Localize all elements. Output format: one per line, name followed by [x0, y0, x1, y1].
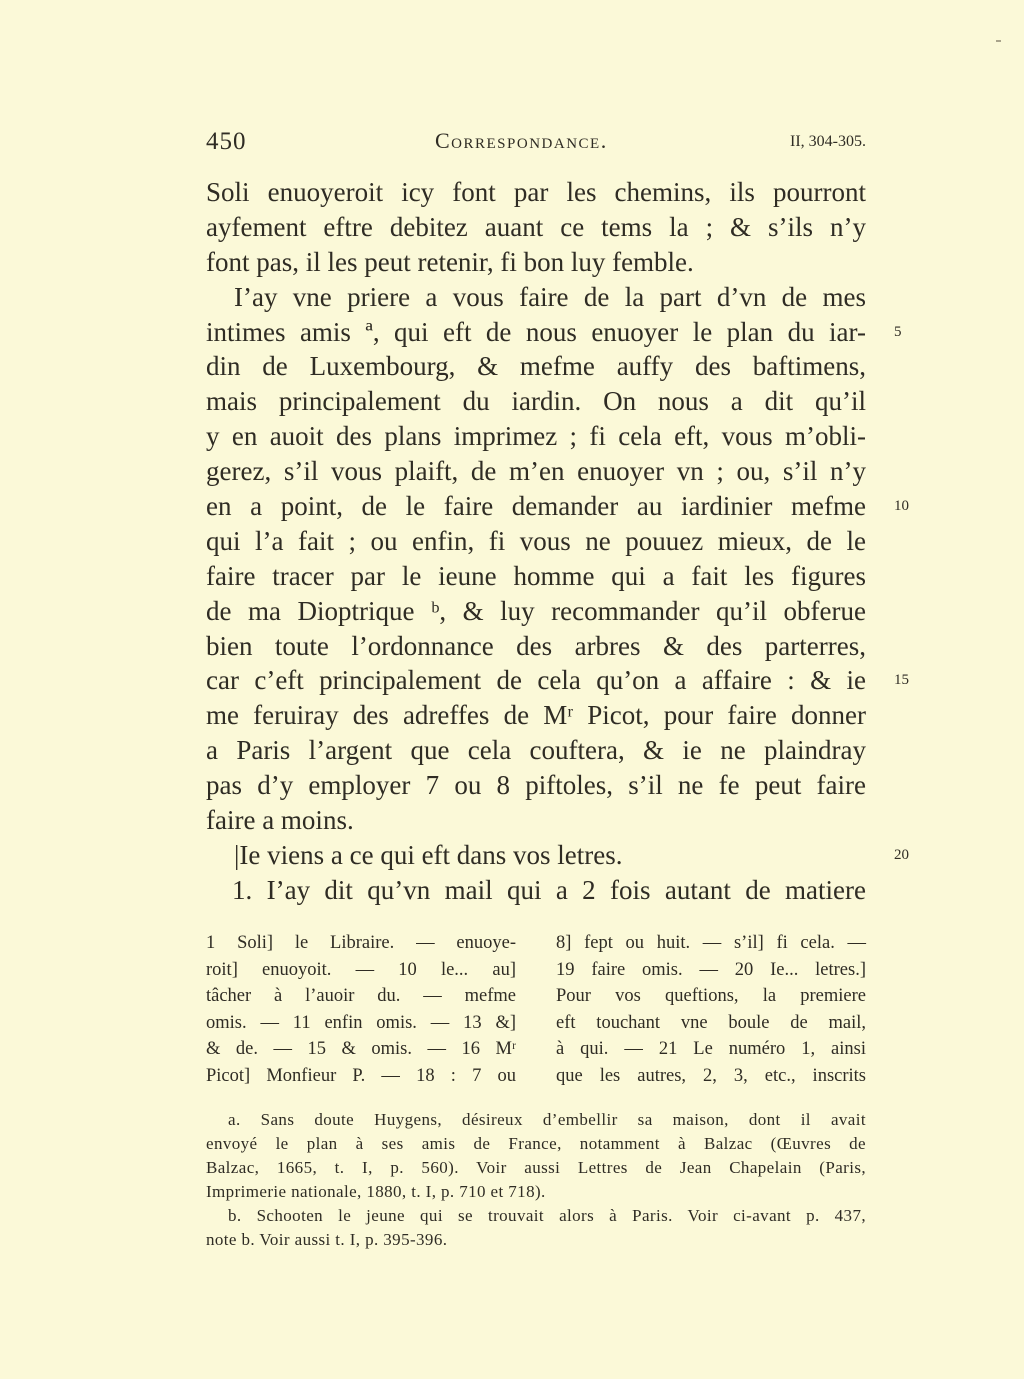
text-line [206, 733, 866, 768]
footnote-line: envoyé le plan à ses amis de France, notamment à Balzac (Œuvres de [206, 1134, 866, 1153]
footnote-line: note b. Voir aussi t. I, p. 395-396. [206, 1230, 448, 1249]
variant-line: Pour vos queftions, la premiere [556, 986, 866, 1006]
variant-line: eft touchant vne boule de mail, [556, 1012, 866, 1033]
line-text: qui l’a fait ; ou enfin, fi vous ne pouuez mieux, de le [206, 525, 866, 556]
text-line [206, 349, 866, 384]
line-text: |Ie viens a ce qui eft dans vos letres. [234, 839, 623, 870]
page-number: 450 [206, 128, 247, 155]
line-number: 5 [894, 323, 902, 340]
text-line [206, 489, 909, 524]
variant-line: omis. — 11 enfin omis. — 13 &] [206, 1012, 516, 1033]
line-text: font pas, il les peut retenir, fi bon luy femble. [206, 246, 694, 277]
running-title: Correspondance. [435, 128, 608, 153]
line-text: de ma Dioptrique ᵇ, & luy recommander qu’il obferue [206, 595, 866, 626]
edition-reference: II, 304-305. [790, 133, 866, 150]
line-text: bien toute l’ordonnance des arbres & des parterres, [206, 630, 866, 661]
line-number: 20 [894, 846, 909, 863]
variant-line: Picot] Monfieur P. — 18 : 7 ou [206, 1065, 516, 1086]
line-text: me feruiray des adreffes de Mʳ Picot, pour faire donner [206, 700, 866, 731]
text-line [206, 594, 866, 629]
line-text: intimes amis ª, qui eft de nous enuoyer le plan du iar- [206, 316, 866, 347]
line-text: car c’eft principalement de cela qu’on a affaire : & ie [206, 665, 866, 696]
line-text: din de Luxembourg, & mefme auffy des baftimens, [206, 351, 866, 382]
text-line [206, 384, 866, 419]
line-text: pas d’y employer 7 ou 8 piftoles, s’il ne fe peut faire [206, 770, 866, 801]
variant-line: & de. — 15 & omis. — 16 Mʳ [206, 1039, 516, 1059]
text-line [206, 210, 866, 245]
variant-line: à qui. — 21 Le numéro 1, ainsi [556, 1039, 866, 1059]
line-number: 15 [894, 672, 909, 689]
letter-text [206, 175, 909, 908]
variant-readings [206, 930, 866, 1089]
text-line [206, 873, 866, 908]
line-number: 10 [894, 498, 909, 515]
line-text: Soli enuoyeroit icy font par les chemins, ils pourront [206, 177, 866, 207]
line-text: ayfement eftre debitez auant ce tems la ; & s’ils n’y [206, 211, 866, 242]
text-line [206, 280, 866, 315]
line-text: 1. I’ay dit qu’vn mail qui a 2 fois autant de matiere [232, 874, 866, 905]
line-text: a Paris l’argent que cela couftera, & ie ne plaindray [206, 735, 866, 766]
scan-speck [996, 40, 1001, 42]
text-line [206, 803, 866, 838]
text-line [206, 768, 866, 803]
text-line [206, 629, 866, 664]
variant-line: 19 faire omis. — 20 Ie... letres.] [556, 959, 866, 980]
variant-line: que les autres, 2, 3, etc., inscrits [556, 1065, 866, 1086]
variant-line: 8] fept ou huit. — s’il] fi cela. — [556, 933, 866, 953]
variant-line: tâcher à l’auoir du. — mefme [206, 986, 516, 1006]
footnotes [206, 1108, 866, 1252]
line-text: I’ay vne priere a vous faire de la part d’vn de mes [234, 281, 866, 312]
footnote-line: a. Sans doute Huygens, désireux d’embellir sa maison, dont il avait [228, 1110, 866, 1129]
line-text: gerez, s’il vous plaift, de m’en enuoyer vn ; ou, s’il n’y [206, 456, 866, 487]
variant-line: roit] enuoyoit. — 10 le... au] [206, 959, 516, 980]
text-line [206, 175, 866, 210]
page-header [206, 128, 866, 160]
text-line [206, 524, 866, 559]
line-text: y en auoit des plans imprimez ; fi cela eft, vous m’obli- [206, 421, 866, 452]
line-text: mais principalement du iardin. On nous a dit qu’il [206, 386, 866, 417]
text-line [206, 663, 909, 698]
variants-right-column [556, 930, 866, 1089]
variants-left-column [206, 930, 516, 1089]
text-line [206, 838, 909, 873]
text-line [206, 419, 866, 454]
line-text: faire tracer par le ieune homme qui a fait les figures [206, 560, 866, 591]
footnote-line: Imprimerie nationale, 1880, t. I, p. 710 et 718). [206, 1182, 546, 1201]
text-line [206, 245, 866, 280]
text-line [206, 454, 866, 489]
footnote-line: b. Schooten le jeune qui se trouvait alors à Paris. Voir ci-avant p. 437, [228, 1206, 866, 1225]
text-line [206, 315, 902, 350]
line-text: faire a moins. [206, 805, 354, 836]
text-line [206, 559, 866, 594]
text-line [206, 698, 866, 733]
variant-line: 1 Soli] le Libraire. — enuoye- [206, 933, 516, 953]
footnote-line: Balzac, 1665, t. I, p. 560). Voir aussi Lettres de Jean Chapelain (Paris, [206, 1158, 866, 1177]
line-text: en a point, de le faire demander au iardinier mefme [206, 491, 866, 522]
